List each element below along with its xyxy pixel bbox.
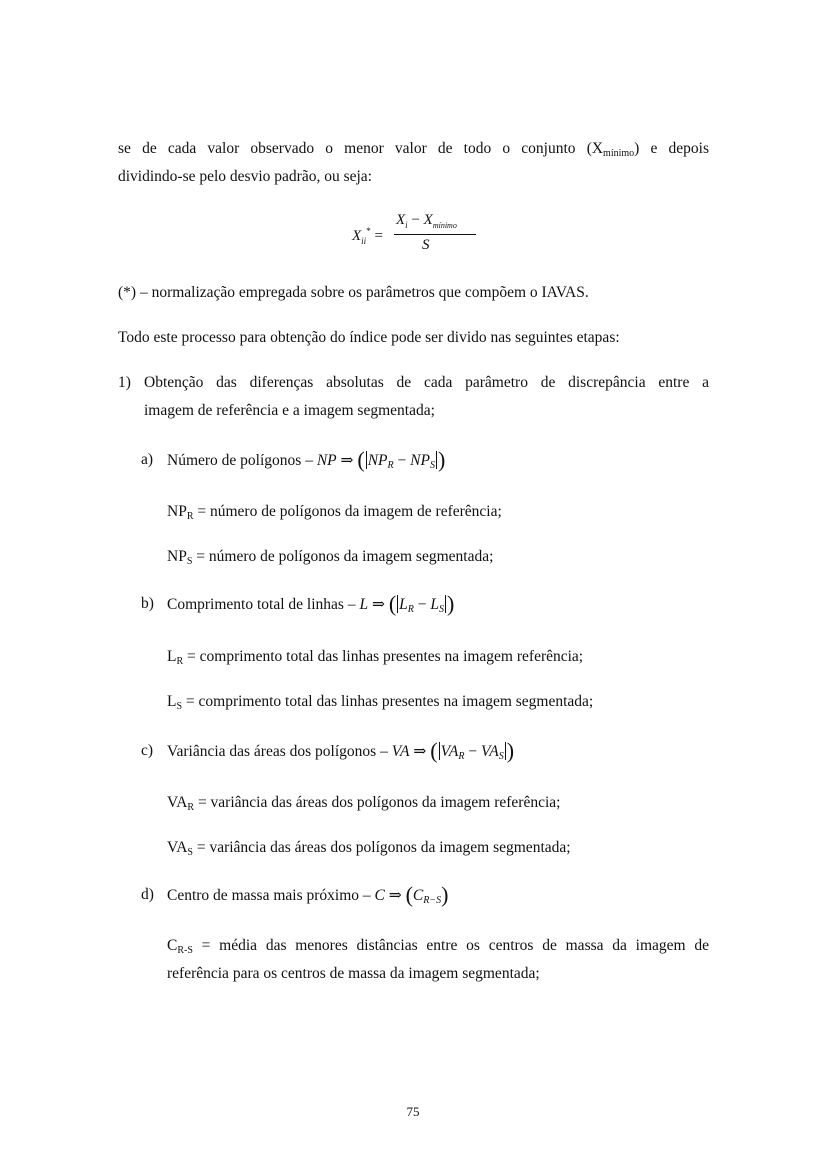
paragraph-line: dividindo-se pelo desvio padrão, ou seja:	[118, 168, 372, 185]
item-d-title: Centro de massa mais próximo – C ⇒ (CR−S)	[167, 882, 449, 907]
item-b-title: Comprimento total de linhas – L ⇒ ( LR − LS )	[167, 591, 455, 616]
normalization-formula	[352, 212, 492, 262]
text-span: ) e depois	[634, 140, 709, 157]
step-marker: 1)	[118, 374, 131, 391]
fraction-rule	[394, 234, 476, 235]
definition-line: $C_{R-S}$ = média das menores distâncias entre os centros de massa da imagem de	[167, 937, 709, 956]
page-number: 75	[406, 1104, 420, 1119]
item-marker: c)	[141, 742, 154, 759]
step-line: imagem de referência e a imagem segmentada;	[144, 402, 435, 419]
definition-line: $NP_S$ = número de polígonos da imagem segmentada;	[167, 548, 494, 567]
item-marker: b)	[141, 595, 154, 612]
note-line: (*) – normalização empregada sobre os parâmetros que compõem o IAVAS.	[118, 284, 589, 301]
definition-line: $L_S$ = comprimento total das linhas presentes na imagem segmentada;	[167, 693, 594, 712]
formula-numerator: $X_i - X_{mínimo}$	[396, 212, 457, 230]
item-marker: d)	[141, 886, 154, 903]
intro-line: Todo este processo para obtenção do índice pode ser divido nas seguintes etapas:	[118, 329, 620, 346]
paragraph-line	[118, 139, 709, 164]
item-c-title: Variância das áreas dos polígonos – VA ⇒ ( VAR − VAS )	[167, 738, 515, 763]
formula-denominator: S	[422, 237, 430, 253]
item-marker: a)	[141, 451, 154, 468]
definition-line: $VA_R$ = variância das áreas dos polígonos da imagem referência;	[167, 794, 561, 813]
definition-line: $NP_R$ = número de polígonos da imagem de referência;	[167, 503, 502, 522]
step-line: Obtenção das diferenças absolutas de cada parâmetro de discrepância entre a	[144, 374, 709, 391]
item-a-title: Número de polígonos – NP ⇒ ( NPR − NPS )	[167, 447, 446, 472]
formula-lhs: $X_{ii}^*$ =	[352, 226, 383, 246]
definition-line: $VA_S$ = variância das áreas dos polígonos da imagem segmentada;	[167, 839, 571, 858]
definition-line: referência para os centros de massa da imagem segmentada;	[167, 965, 540, 982]
definition-line: $L_R$ = comprimento total das linhas presentes na imagem referência;	[167, 648, 584, 667]
subscript: mínimo	[603, 148, 635, 159]
text-span: se de cada valor observado o menor valor de todo o conjunto (X	[118, 140, 604, 157]
